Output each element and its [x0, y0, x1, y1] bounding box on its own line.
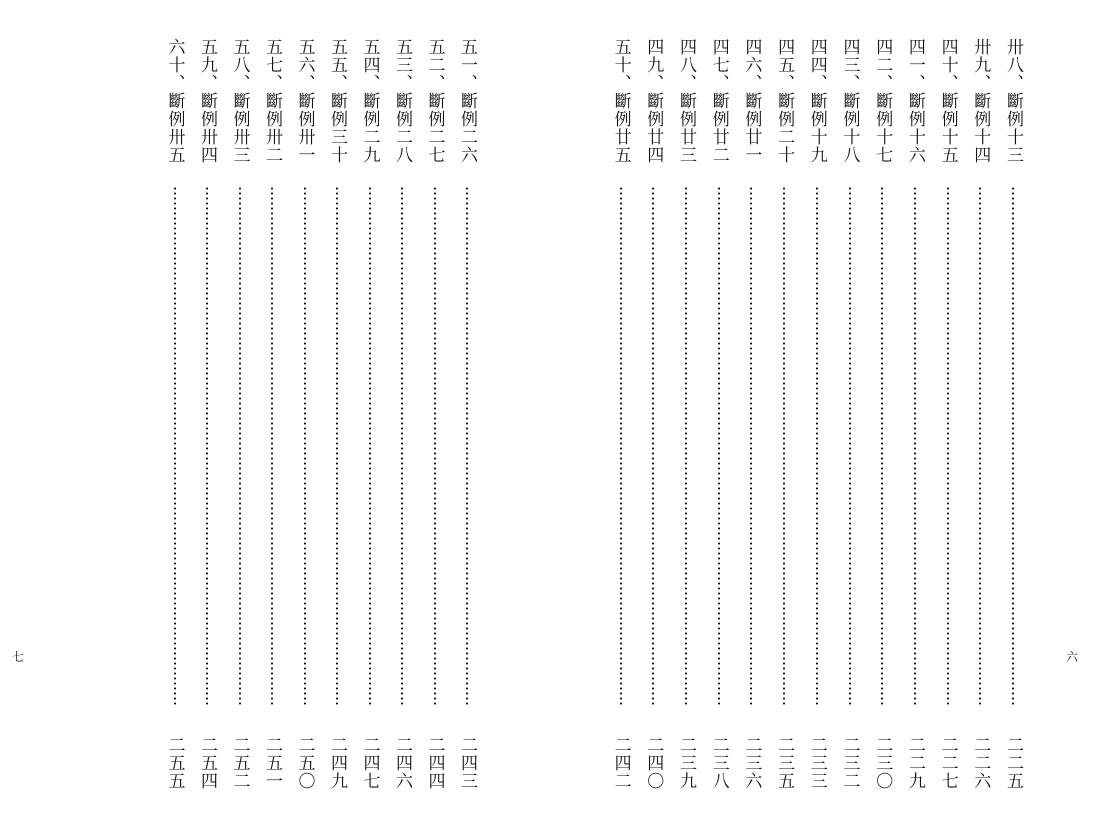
leader-dots — [369, 186, 371, 706]
toc-entry-title: 五八、斷例卅三 — [229, 38, 250, 164]
leader-dots — [979, 186, 981, 706]
toc-entry-title: 四八、斷例廿三 — [676, 38, 696, 164]
toc-entry-title: 六十、斷例卅五 — [164, 38, 185, 164]
toc-entry[interactable] — [422, 38, 448, 790]
toc-entry-page: 二二五 — [1003, 736, 1023, 790]
leader-dots — [434, 186, 436, 706]
toc-entry-title: 五九、斷例卅四 — [197, 38, 217, 164]
leader-dots — [271, 186, 273, 706]
leader-dots — [816, 186, 818, 706]
toc-entry[interactable] — [902, 38, 928, 790]
left-folio: 七 — [12, 650, 25, 664]
toc-entry-page: 二二七 — [937, 736, 958, 790]
leader-dots — [947, 186, 949, 706]
toc-entry[interactable] — [357, 38, 383, 790]
leader-dots — [466, 186, 468, 706]
toc-entry-page: 二五五 — [164, 736, 185, 790]
toc-entry-page: 二五四 — [197, 736, 217, 790]
toc-entry-page: 二三八 — [708, 736, 729, 790]
toc-entry-title: 四九、斷例廿四 — [643, 38, 664, 164]
toc-entry-title: 五七、斷例卅二 — [262, 38, 282, 164]
toc-entry-page: 二三五 — [774, 736, 795, 790]
toc-entry[interactable] — [227, 38, 253, 790]
toc-entry-title: 五三、斷例二八 — [392, 38, 412, 164]
leader-dots — [336, 186, 338, 706]
toc-entry-title: 五二、斷例二七 — [424, 38, 445, 164]
toc-entry-title: 五四、斷例二九 — [359, 38, 380, 164]
toc-entry[interactable] — [935, 38, 961, 790]
left-page — [0, 0, 546, 814]
leader-dots — [174, 186, 176, 706]
toc-entry-title: 四六、斷例廿一 — [741, 38, 762, 164]
leader-dots — [239, 186, 241, 706]
toc-entry[interactable] — [869, 38, 895, 790]
leader-dots — [849, 186, 851, 706]
toc-entry-page: 二三三 — [806, 736, 827, 790]
toc-entry-page: 二四九 — [327, 736, 347, 790]
toc-entry-page: 二四六 — [392, 736, 412, 790]
leader-dots — [718, 186, 720, 706]
toc-entry-page: 二四二 — [610, 736, 631, 790]
toc-entry-title: 四三、斷例十八 — [839, 38, 860, 164]
leader-dots — [685, 186, 687, 706]
toc-entry[interactable] — [738, 38, 764, 790]
toc-entry-page: 二四三 — [457, 736, 477, 790]
toc-entry-title: 四二、斷例十七 — [872, 38, 893, 164]
leader-dots — [783, 186, 785, 706]
toc-entry[interactable] — [771, 38, 797, 790]
toc-entry-page: 二三六 — [741, 736, 762, 790]
toc-entry[interactable] — [1000, 38, 1026, 790]
leader-dots — [206, 186, 208, 706]
toc-entry-page: 二三九 — [676, 736, 696, 790]
toc-entry[interactable] — [292, 38, 318, 790]
leader-dots — [750, 186, 752, 706]
toc-entry[interactable] — [967, 38, 993, 790]
toc-entry-page: 二二六 — [970, 736, 991, 790]
leader-dots — [304, 186, 306, 706]
leader-dots — [1012, 186, 1014, 706]
toc-entry-page: 二二九 — [904, 736, 925, 790]
toc-entry-title: 四五、斷例二十 — [774, 38, 795, 164]
toc-entry-title: 卅九、斷例十四 — [970, 38, 991, 164]
toc-entry[interactable] — [194, 38, 220, 790]
toc-entry[interactable] — [706, 38, 732, 790]
toc-entry-title: 四七、斷例廿二 — [708, 38, 729, 164]
leader-dots — [914, 186, 916, 706]
toc-entry-title: 五五、斷例三十 — [327, 38, 347, 164]
toc-entry[interactable] — [804, 38, 830, 790]
toc-entry[interactable] — [389, 38, 415, 790]
toc-entry-page: 二四七 — [359, 736, 380, 790]
right-page — [546, 0, 1093, 814]
toc-entry-title: 四四、斷例十九 — [806, 38, 827, 164]
toc-entry[interactable] — [673, 38, 699, 790]
leader-dots — [401, 186, 403, 706]
toc-entry[interactable] — [640, 38, 666, 790]
toc-entry-title: 五六、斷例卅一 — [294, 38, 315, 164]
toc-entry-page: 二五一 — [262, 736, 282, 790]
toc-entry-title: 五一、斷例二六 — [457, 38, 477, 164]
leader-dots — [652, 186, 654, 706]
toc-entry-title: 卅八、斷例十三 — [1003, 38, 1023, 164]
toc-entry-page: 二四〇 — [643, 736, 664, 790]
toc-entry[interactable] — [608, 38, 634, 790]
right-folio: 六 — [1066, 650, 1079, 664]
toc-entry-page: 二五〇 — [294, 736, 315, 790]
toc-entry[interactable] — [454, 38, 480, 790]
toc-entry[interactable] — [837, 38, 863, 790]
toc-entry-page: 二四四 — [424, 736, 445, 790]
toc-entry-page: 二三二 — [839, 736, 860, 790]
toc-entry-title: 四十、斷例十五 — [937, 38, 958, 164]
toc-entry-title: 四一、斷例十六 — [904, 38, 925, 164]
toc-entry-page: 二五二 — [229, 736, 250, 790]
leader-dots — [881, 186, 883, 706]
toc-entry-page: 二三〇 — [872, 736, 893, 790]
leader-dots — [620, 186, 622, 706]
toc-entry-title: 五十、斷例廿五 — [610, 38, 631, 164]
toc-entry[interactable] — [324, 38, 350, 790]
toc-entry[interactable] — [259, 38, 285, 790]
toc-entry[interactable] — [162, 38, 188, 790]
